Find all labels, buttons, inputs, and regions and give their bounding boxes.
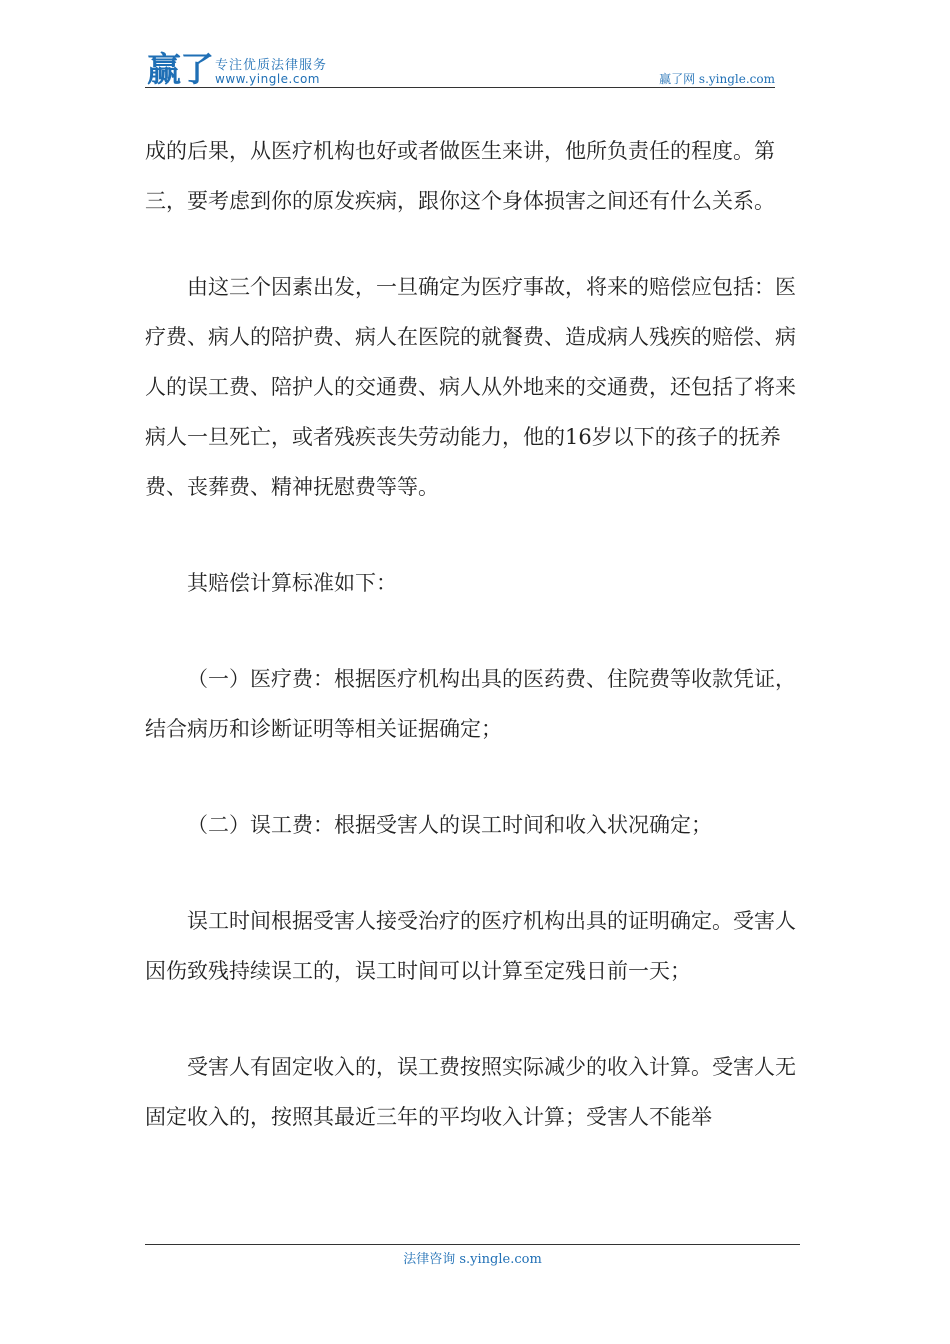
header-divider [145, 87, 775, 88]
document-body [145, 126, 805, 1142]
paragraph-7: 受害人有固定收入的，误工费按照实际减少的收入计算。受害人无固定收入的，按照其最近三年的平均收入计算；受害人不能举 [145, 1055, 796, 1129]
logo-tagline: 专注优质法律服务 [215, 58, 328, 73]
paragraph-2: 由这三个因素出发，一旦确定为医疗事故，将来的赔偿应包括：医疗费、病人的陪护费、病人在医院的就餐费、造成病人残疾的赔偿、病人的误工费、陪护人的交通费、病人从外地来的交通费，还包括了将来病人一旦死亡，或者残疾丧失劳动能力，他的16岁以下的孩子的抚养费、丧葬费、精神抚慰费等等。 [145, 275, 796, 499]
header-site-link[interactable]: 赢了网 s.yingle.com [659, 72, 775, 86]
paragraph-6: 误工时间根据受害人接受治疗的医疗机构出具的证明确定。受害人因伤致残持续误工的，误工时间可以计算至定残日前一天； [145, 909, 796, 983]
paragraph-3: 其赔偿计算标准如下： [187, 571, 397, 595]
yingle-logo: 赢了 [147, 50, 213, 90]
paragraph-5: （二）误工费：根据受害人的误工时间和收入状况确定； [187, 813, 712, 837]
paragraph-4: （一）医疗费：根据医疗机构出具的医药费、住院费等收款凭证，结合病历和诊断证明等相关证据确定； [145, 667, 796, 741]
footer-divider [145, 1244, 800, 1245]
page-header [145, 50, 775, 90]
logo-url[interactable]: www.yingle.com [215, 72, 320, 86]
page-footer[interactable]: 法律咨询 s.yingle.com [403, 1252, 542, 1267]
paragraph-1: 成的后果，从医疗机构也好或者做医生来讲，他所负责任的程度。第三，要考虑到你的原发疾病，跟你这个身体损害之间还有什么关系。 [145, 139, 775, 213]
